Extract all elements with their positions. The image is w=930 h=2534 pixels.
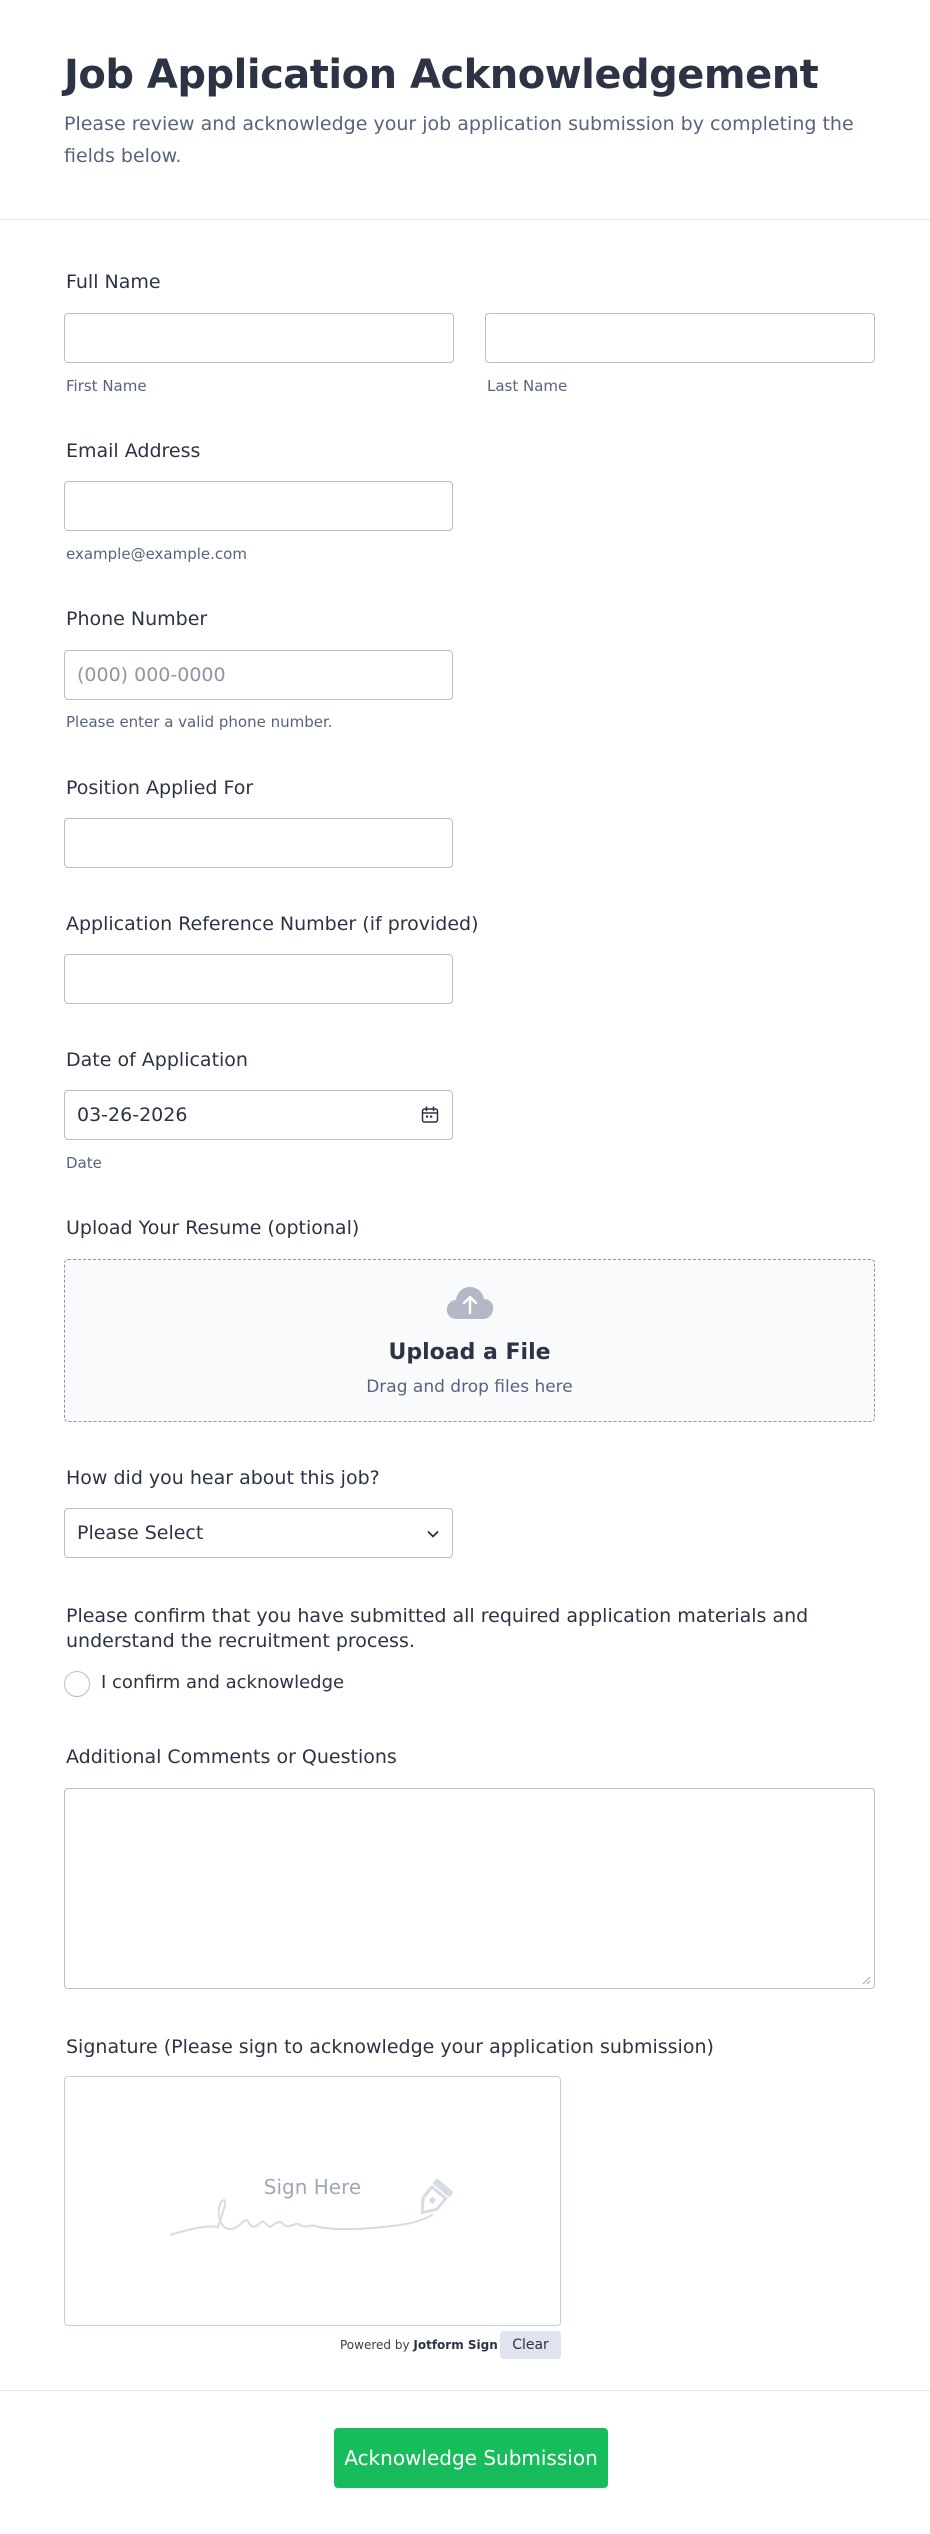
chevron-down-icon bbox=[426, 1527, 440, 1541]
page-title: Job Application Acknowledgement bbox=[64, 52, 819, 98]
first-name-input[interactable] bbox=[64, 313, 454, 363]
full-name-label: Full Name bbox=[66, 271, 161, 293]
upload-label: Upload Your Resume (optional) bbox=[66, 1217, 360, 1239]
reference-label: Application Reference Number (if provided) bbox=[66, 913, 479, 935]
reference-input[interactable] bbox=[64, 954, 453, 1004]
powered-by-brand: Jotform Sign bbox=[413, 2338, 498, 2352]
date-label: Date of Application bbox=[66, 1049, 248, 1071]
confirm-radio[interactable] bbox=[64, 1671, 90, 1697]
comments-textarea[interactable] bbox=[64, 1788, 875, 1989]
position-input[interactable] bbox=[64, 818, 453, 868]
last-name-input[interactable] bbox=[485, 313, 875, 363]
source-label: How did you hear about this job? bbox=[66, 1467, 380, 1489]
email-input[interactable] bbox=[64, 481, 453, 531]
email-sublabel: example@example.com bbox=[66, 545, 247, 563]
powered-by-prefix: Powered by bbox=[340, 2338, 410, 2352]
date-value: 03-26-2026 bbox=[77, 1104, 188, 1126]
confirm-option-label[interactable]: I confirm and acknowledge bbox=[101, 1672, 345, 1693]
source-selected-value: Please Select bbox=[77, 1522, 204, 1544]
form-header bbox=[0, 0, 930, 220]
page-subtitle: Please review and acknowledge your job application submission by completing the fields below. bbox=[64, 113, 854, 167]
signature-pad[interactable] bbox=[64, 2076, 561, 2326]
resize-grip-icon[interactable] bbox=[861, 1975, 871, 1985]
phone-input[interactable] bbox=[64, 650, 453, 700]
position-label: Position Applied For bbox=[66, 777, 254, 799]
phone-label: Phone Number bbox=[66, 608, 208, 630]
sign-here-placeholder: Sign Here bbox=[263, 2175, 362, 2199]
date-input[interactable] bbox=[64, 1090, 453, 1140]
source-select[interactable] bbox=[64, 1508, 453, 1558]
upload-title: Upload a File bbox=[388, 1340, 551, 1365]
confirm-label: Please confirm that you have submitted all required application materials and understand the recruitment process. bbox=[66, 1605, 809, 1652]
submit-button[interactable]: Acknowledge Submission bbox=[334, 2428, 608, 2488]
clear-signature-button[interactable]: Clear bbox=[500, 2331, 561, 2359]
cloud-upload-icon bbox=[445, 1285, 495, 1321]
last-name-sublabel: Last Name bbox=[487, 377, 568, 395]
signature-label: Signature (Please sign to acknowledge your application submission) bbox=[66, 2036, 714, 2058]
upload-dropzone[interactable] bbox=[64, 1259, 875, 1422]
phone-placeholder: (000) 000-0000 bbox=[77, 664, 226, 686]
date-sublabel: Date bbox=[66, 1154, 102, 1172]
powered-by-text bbox=[340, 2338, 498, 2352]
email-label: Email Address bbox=[66, 440, 201, 462]
footer-divider bbox=[0, 2390, 930, 2391]
phone-sublabel: Please enter a valid phone number. bbox=[66, 713, 333, 731]
first-name-sublabel: First Name bbox=[66, 377, 147, 395]
upload-subtitle: Drag and drop files here bbox=[366, 1377, 573, 1397]
calendar-icon[interactable] bbox=[420, 1105, 440, 1125]
comments-label: Additional Comments or Questions bbox=[66, 1746, 397, 1768]
